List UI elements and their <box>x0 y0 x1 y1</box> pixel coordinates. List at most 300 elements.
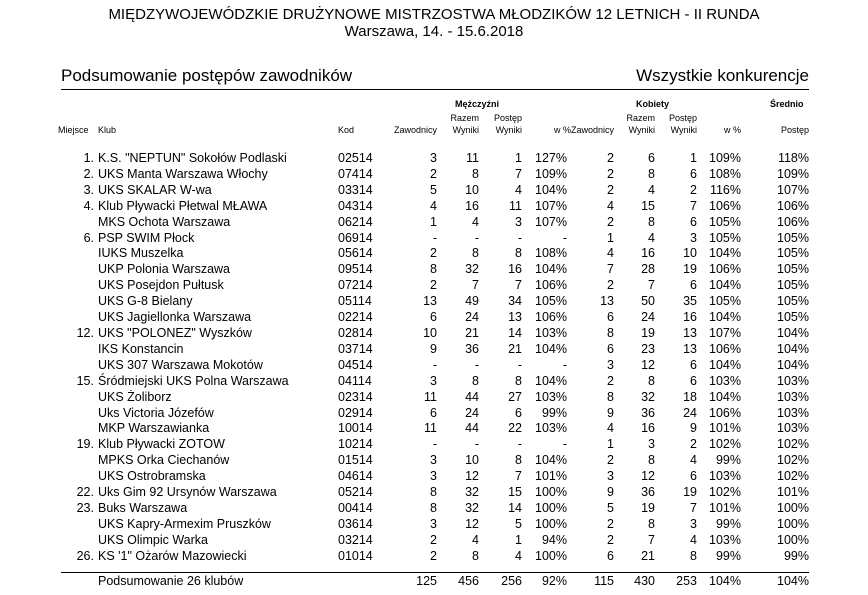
k-pct-cell: 104% <box>709 389 741 404</box>
col-m-razem: Wyniki <box>452 125 479 135</box>
m-pct-cell: 104% <box>535 262 567 277</box>
k-razem-cell: 28 <box>641 262 655 277</box>
k-pct-cell: 104% <box>709 357 741 372</box>
club-cell: IUKS Muszelka <box>98 246 184 261</box>
place-cell: 2. <box>83 166 94 181</box>
m-zawodnicy-cell: - <box>432 437 437 452</box>
k-zawodnicy-cell: 2 <box>607 182 614 197</box>
m-postep-cell: 21 <box>508 341 522 356</box>
code-cell: 01014 <box>338 548 373 563</box>
m-pct-cell: 105% <box>535 294 567 309</box>
k-zawodnicy-cell: 1 <box>607 437 614 452</box>
m-pct-cell: 104% <box>535 182 567 197</box>
code-cell: 06214 <box>338 214 373 229</box>
m-razem-cell: 44 <box>465 389 479 404</box>
k-postep-cell: 3 <box>690 230 697 245</box>
club-cell: Klub Pływacki Płetwal MŁAWA <box>98 198 268 213</box>
m-pct-cell: 100% <box>535 516 567 531</box>
place-cell: 23. <box>76 500 94 515</box>
avg-cell: 102% <box>777 453 809 468</box>
table-row <box>0 278 868 294</box>
code-cell: 04514 <box>338 357 373 372</box>
place-cell: 1. <box>83 151 94 165</box>
m-razem-cell: 10 <box>465 453 479 468</box>
m-postep-cell: 22 <box>508 421 522 436</box>
table-row <box>0 231 868 247</box>
m-postep-cell: 3 <box>515 214 522 229</box>
k-postep-cell: 9 <box>690 421 697 436</box>
m-razem-cell: 32 <box>465 485 479 500</box>
avg-cell: 99% <box>783 548 809 563</box>
m-pct-cell: 127% <box>535 151 567 165</box>
m-pct-cell: 106% <box>535 278 567 293</box>
club-cell: UKS 307 Warszawa Mokotów <box>98 357 263 372</box>
table-row <box>0 549 868 565</box>
k-postep-cell: 6 <box>690 469 697 484</box>
m-zawodnicy-cell: 10 <box>423 325 437 340</box>
code-cell: 10014 <box>338 421 373 436</box>
k-razem-cell: 21 <box>641 548 655 563</box>
code-cell: 01514 <box>338 453 373 468</box>
table-row <box>0 453 868 469</box>
m-postep-cell: 1 <box>515 532 522 547</box>
m-razem-cell: 7 <box>472 278 479 293</box>
k-razem-cell: 36 <box>641 485 655 500</box>
k-pct-cell: 99% <box>715 548 741 563</box>
avg-cell: 105% <box>777 262 809 277</box>
m-razem-cell: 32 <box>465 500 479 515</box>
avg-cell: 103% <box>777 405 809 420</box>
k-pct-cell: 101% <box>709 500 741 515</box>
m-postep-cell: 8 <box>515 373 522 388</box>
m-zawodnicy-cell: 1 <box>430 214 437 229</box>
club-cell: UKS Jagiellonka Warszawa <box>98 310 252 325</box>
place-cell: 3. <box>83 182 94 197</box>
m-razem-cell: - <box>474 437 479 452</box>
k-razem-cell: 36 <box>641 405 655 420</box>
k-razem-cell: 8 <box>648 516 655 531</box>
table-row <box>0 199 868 215</box>
code-cell: 05614 <box>338 246 373 261</box>
k-zawodnicy-cell: 4 <box>607 198 614 213</box>
m-zawodnicy-cell: 3 <box>430 516 437 531</box>
m-pct-cell: 99% <box>541 405 567 420</box>
avg-cell: 104% <box>777 357 809 372</box>
k-pct-cell: 116% <box>709 182 741 197</box>
k-razem-cell: 50 <box>641 294 655 309</box>
club-cell: Buks Warszawa <box>98 500 188 515</box>
m-zawodnicy-cell: 11 <box>424 421 437 436</box>
m-pct-cell: 100% <box>535 548 567 563</box>
col-k-pct: w % <box>723 125 741 135</box>
k-pct-cell: 105% <box>709 230 741 245</box>
m-pct-cell: 104% <box>535 373 567 388</box>
k-zawodnicy-cell: 3 <box>607 469 614 484</box>
club-cell: UKS Kapry-Armexim Pruszków <box>98 516 271 531</box>
place-cell: 26. <box>76 548 94 563</box>
report-subtitle: Warszawa, 14. - 15.6.2018 <box>344 23 524 40</box>
summary-m-pct: 92% <box>541 574 567 588</box>
col-m-pct-k-zawodnicy: w %Zawodnicy <box>553 125 614 135</box>
m-zawodnicy-cell: 3 <box>430 151 437 165</box>
m-razem-cell: 12 <box>465 516 479 531</box>
m-pct-cell: 100% <box>535 485 567 500</box>
m-pct-cell: 108% <box>535 246 567 261</box>
m-pct-cell: 107% <box>535 214 567 229</box>
place-cell: 15. <box>76 373 94 388</box>
m-zawodnicy-cell: 2 <box>430 166 437 181</box>
header-divider <box>61 89 809 90</box>
code-cell: 04314 <box>338 198 373 213</box>
k-pct-cell: 106% <box>709 198 741 213</box>
m-postep-cell: 13 <box>508 310 522 325</box>
k-pct-cell: 104% <box>709 310 741 325</box>
avg-cell: 107% <box>777 182 809 197</box>
table-row <box>0 501 868 517</box>
club-cell: KS '1" Ożarów Mazowiecki <box>98 548 247 563</box>
table-row <box>0 469 868 485</box>
m-postep-cell: 6 <box>515 405 522 420</box>
k-zawodnicy-cell: 13 <box>600 294 614 309</box>
m-razem-cell: - <box>474 230 479 245</box>
place-cell: 12. <box>76 325 94 340</box>
club-cell: UKP Polonia Warszawa <box>98 262 231 277</box>
avg-cell: 106% <box>777 198 809 213</box>
summary-k-razem: 430 <box>634 574 655 588</box>
k-zawodnicy-cell: 6 <box>607 310 614 325</box>
k-razem-cell: 16 <box>641 421 655 436</box>
k-razem-cell: 6 <box>648 151 655 165</box>
k-postep-cell: 19 <box>683 262 697 277</box>
m-razem-cell: 4 <box>472 214 479 229</box>
m-postep-cell: 16 <box>508 262 522 277</box>
col-code: Kod <box>338 125 355 135</box>
m-pct-cell: 104% <box>535 453 567 468</box>
m-pct-cell: - <box>562 437 567 452</box>
avg-cell: 104% <box>777 341 809 356</box>
table-row <box>0 310 868 326</box>
k-postep-cell: 8 <box>690 548 697 563</box>
club-cell: Klub Pływacki ZOTOW <box>98 437 225 452</box>
group-average: Średnio <box>770 99 804 109</box>
m-razem-cell: 16 <box>465 198 479 213</box>
place-cell: 4. <box>83 198 94 213</box>
table-row <box>0 183 868 199</box>
code-cell: 04114 <box>338 373 372 388</box>
m-razem-cell: 24 <box>465 310 479 325</box>
k-postep-cell: 6 <box>690 373 697 388</box>
k-postep-cell: 6 <box>690 278 697 293</box>
m-postep-cell: 34 <box>508 294 522 309</box>
k-pct-cell: 99% <box>715 516 741 531</box>
avg-cell: 105% <box>777 294 809 309</box>
summary-k-pct: 104% <box>709 574 741 588</box>
avg-cell: 100% <box>777 500 809 515</box>
table-row <box>0 485 868 501</box>
avg-cell: 100% <box>777 532 809 547</box>
k-postep-cell: 6 <box>690 166 697 181</box>
k-razem-cell: 15 <box>641 198 655 213</box>
table-row <box>0 421 868 437</box>
m-postep-cell: 1 <box>515 151 522 165</box>
k-postep-cell: 6 <box>690 357 697 372</box>
m-zawodnicy-cell: 2 <box>430 246 437 261</box>
club-cell: K.S. "NEPTUN" Sokołów Podlaski <box>98 151 287 165</box>
club-cell: MKS Ochota Warszawa <box>98 214 231 229</box>
m-razem-cell: 32 <box>465 262 479 277</box>
m-pct-cell: 94% <box>541 532 567 547</box>
m-postep-cell: 7 <box>515 469 522 484</box>
summary-label: Podsumowanie 26 klubów <box>98 574 244 588</box>
m-postep-cell: - <box>517 357 522 372</box>
m-razem-cell: 4 <box>472 532 479 547</box>
k-zawodnicy-cell: 2 <box>607 166 614 181</box>
col-k-razem-top: Razem <box>626 113 655 123</box>
club-cell: UKS SKALAR W-wa <box>98 182 212 197</box>
k-zawodnicy-cell: 4 <box>607 246 614 261</box>
code-cell: 10214 <box>338 437 373 452</box>
table-row <box>0 406 868 422</box>
m-postep-cell: 15 <box>508 485 522 500</box>
m-razem-cell: 49 <box>465 294 479 309</box>
club-cell: PSP SWIM Płock <box>98 230 195 245</box>
col-place: Miejsce <box>58 125 89 135</box>
code-cell: 04614 <box>338 469 373 484</box>
code-cell: 07214 <box>338 278 373 293</box>
k-razem-cell: 12 <box>641 469 655 484</box>
avg-cell: 105% <box>777 310 809 325</box>
place-cell: 19. <box>76 437 94 452</box>
club-cell: UKS Manta Warszawa Włochy <box>98 166 268 181</box>
k-pct-cell: 102% <box>709 437 741 452</box>
m-razem-cell: 8 <box>472 548 479 563</box>
avg-cell: 104% <box>777 325 809 340</box>
col-m-zawodnicy: Zawodnicy <box>393 125 437 135</box>
m-razem-cell: 24 <box>465 405 479 420</box>
m-zawodnicy-cell: 8 <box>430 262 437 277</box>
avg-cell: 100% <box>777 516 809 531</box>
k-zawodnicy-cell: 3 <box>607 357 614 372</box>
table-row <box>0 215 868 231</box>
table-row <box>0 167 868 183</box>
club-cell: Śródmiejski UKS Polna Warszawa <box>98 373 289 388</box>
m-zawodnicy-cell: 6 <box>430 310 437 325</box>
avg-cell: 106% <box>777 214 809 229</box>
k-pct-cell: 101% <box>709 421 741 436</box>
m-razem-cell: 8 <box>472 246 479 261</box>
k-postep-cell: 3 <box>690 516 697 531</box>
col-k-postep: Wyniki <box>670 125 697 135</box>
k-zawodnicy-cell: 6 <box>607 548 614 563</box>
m-razem-cell: 8 <box>472 373 479 388</box>
m-postep-cell: 4 <box>515 182 522 197</box>
k-pct-cell: 106% <box>709 262 741 277</box>
code-cell: 09514 <box>338 262 373 277</box>
table-row <box>0 437 868 453</box>
summary-m-razem: 456 <box>458 574 479 588</box>
m-postep-cell: 5 <box>515 516 522 531</box>
k-postep-cell: 4 <box>690 532 697 547</box>
k-postep-cell: 10 <box>683 246 697 261</box>
club-cell: UKS "POLONEZ" Wyszków <box>98 325 252 340</box>
k-zawodnicy-cell: 2 <box>607 214 614 229</box>
k-pct-cell: 104% <box>709 246 741 261</box>
code-cell: 07414 <box>338 166 373 181</box>
table-row <box>0 374 868 390</box>
section-title: Podsumowanie postępów zawodników <box>61 66 353 85</box>
table-row <box>0 151 868 167</box>
m-pct-cell: 100% <box>535 500 567 515</box>
k-razem-cell: 23 <box>641 341 655 356</box>
avg-cell: 105% <box>777 278 809 293</box>
avg-cell: 109% <box>777 166 809 181</box>
avg-cell: 103% <box>777 373 809 388</box>
m-zawodnicy-cell: 3 <box>430 373 437 388</box>
k-razem-cell: 8 <box>648 214 655 229</box>
col-avg-postep: Postęp <box>780 125 809 135</box>
col-k-postep-top: Postęp <box>668 113 697 123</box>
col-m-postep-top: Postęp <box>493 113 522 123</box>
avg-cell: 105% <box>777 246 809 261</box>
code-cell: 03614 <box>338 516 373 531</box>
k-razem-cell: 4 <box>648 182 655 197</box>
k-pct-cell: 103% <box>709 373 741 388</box>
club-cell: UKS Olimpic Warka <box>98 532 208 547</box>
k-zawodnicy-cell: 1 <box>607 230 614 245</box>
k-razem-cell: 24 <box>641 310 655 325</box>
m-zawodnicy-cell: 8 <box>430 500 437 515</box>
table-row <box>0 517 868 533</box>
k-razem-cell: 7 <box>648 532 655 547</box>
summary-row <box>0 573 868 589</box>
k-razem-cell: 7 <box>648 278 655 293</box>
m-zawodnicy-cell: 5 <box>430 182 437 197</box>
m-zawodnicy-cell: 2 <box>430 548 437 563</box>
k-postep-cell: 7 <box>690 198 697 213</box>
m-zawodnicy-cell: 2 <box>430 532 437 547</box>
k-zawodnicy-cell: 7 <box>607 262 614 277</box>
m-postep-cell: 7 <box>515 278 522 293</box>
m-zawodnicy-cell: 3 <box>430 453 437 468</box>
m-zawodnicy-cell: 13 <box>423 294 437 309</box>
avg-cell: 102% <box>777 469 809 484</box>
summary-m-postep: 256 <box>501 574 522 588</box>
table-row <box>0 358 868 374</box>
k-postep-cell: 4 <box>690 453 697 468</box>
m-pct-cell: - <box>562 230 567 245</box>
club-cell: UKS Ostrobramska <box>98 469 206 484</box>
k-zawodnicy-cell: 8 <box>607 325 614 340</box>
club-cell: Uks Gim 92 Ursynów Warszawa <box>98 485 277 500</box>
k-pct-cell: 106% <box>709 405 741 420</box>
m-razem-cell: 8 <box>472 166 479 181</box>
m-pct-cell: 103% <box>535 325 567 340</box>
code-cell: 03214 <box>338 532 373 547</box>
k-pct-cell: 109% <box>709 151 741 165</box>
m-zawodnicy-cell: - <box>432 357 437 372</box>
m-zawodnicy-cell: 9 <box>430 341 437 356</box>
m-zawodnicy-cell: 3 <box>430 469 437 484</box>
m-postep-cell: - <box>517 437 522 452</box>
m-zawodnicy-cell: 2 <box>430 278 437 293</box>
code-cell: 05214 <box>338 485 373 500</box>
m-postep-cell: 14 <box>508 500 522 515</box>
m-pct-cell: 101% <box>535 469 567 484</box>
group-men: Mężczyźni <box>455 99 500 109</box>
table-row <box>0 326 868 342</box>
k-razem-cell: 12 <box>641 357 655 372</box>
k-pct-cell: 105% <box>709 294 741 309</box>
m-postep-cell: 8 <box>515 246 522 261</box>
k-zawodnicy-cell: 2 <box>607 151 614 165</box>
table-row <box>0 390 868 406</box>
m-razem-cell: - <box>474 357 479 372</box>
k-zawodnicy-cell: 2 <box>607 278 614 293</box>
k-postep-cell: 7 <box>690 500 697 515</box>
k-zawodnicy-cell: 8 <box>607 389 614 404</box>
k-zawodnicy-cell: 2 <box>607 453 614 468</box>
m-postep-cell: 8 <box>515 453 522 468</box>
code-cell: 05114 <box>338 294 372 309</box>
table-row <box>0 246 868 262</box>
k-razem-cell: 32 <box>641 389 655 404</box>
club-cell: MKP Warszawianka <box>98 421 210 436</box>
m-razem-cell: 11 <box>466 151 479 165</box>
table-row <box>0 294 868 310</box>
club-cell: UKS Żoliborz <box>98 389 172 404</box>
m-postep-cell: 11 <box>509 198 522 213</box>
avg-cell: 102% <box>777 437 809 452</box>
k-razem-cell: 8 <box>648 453 655 468</box>
m-pct-cell: 104% <box>535 341 567 356</box>
summary-m-zawodnicy: 125 <box>416 574 437 588</box>
k-zawodnicy-cell: 5 <box>607 500 614 515</box>
club-cell: UKS Posejdon Pułtusk <box>98 278 224 293</box>
code-cell: 06914 <box>338 230 373 245</box>
group-women: Kobiety <box>636 99 670 109</box>
k-zawodnicy-cell: 9 <box>607 405 614 420</box>
k-zawodnicy-cell: 6 <box>607 341 614 356</box>
k-pct-cell: 108% <box>709 166 741 181</box>
m-postep-cell: 7 <box>515 166 522 181</box>
col-k-razem: Wyniki <box>628 125 655 135</box>
k-postep-cell: 16 <box>683 310 697 325</box>
col-club: Klub <box>98 125 117 135</box>
k-pct-cell: 106% <box>709 341 741 356</box>
m-pct-cell: 106% <box>535 310 567 325</box>
summary-k-zawodnicy: 115 <box>594 574 614 588</box>
m-zawodnicy-cell: 8 <box>430 485 437 500</box>
code-cell: 02314 <box>338 389 373 404</box>
k-pct-cell: 104% <box>709 278 741 293</box>
avg-cell: 101% <box>777 485 809 500</box>
code-cell: 02914 <box>338 405 373 420</box>
k-postep-cell: 13 <box>683 325 697 340</box>
m-razem-cell: 10 <box>465 182 479 197</box>
m-zawodnicy-cell: 4 <box>430 198 437 213</box>
k-postep-cell: 35 <box>683 294 697 309</box>
k-zawodnicy-cell: 4 <box>607 421 614 436</box>
code-cell: 02214 <box>338 310 373 325</box>
club-cell: Uks Victoria Józefów <box>98 405 214 420</box>
m-pct-cell: 103% <box>535 421 567 436</box>
k-razem-cell: 16 <box>641 246 655 261</box>
place-cell: 22. <box>76 485 94 500</box>
k-zawodnicy-cell: 9 <box>607 485 614 500</box>
m-postep-cell: 14 <box>508 325 522 340</box>
table-row <box>0 342 868 358</box>
k-postep-cell: 18 <box>683 389 697 404</box>
